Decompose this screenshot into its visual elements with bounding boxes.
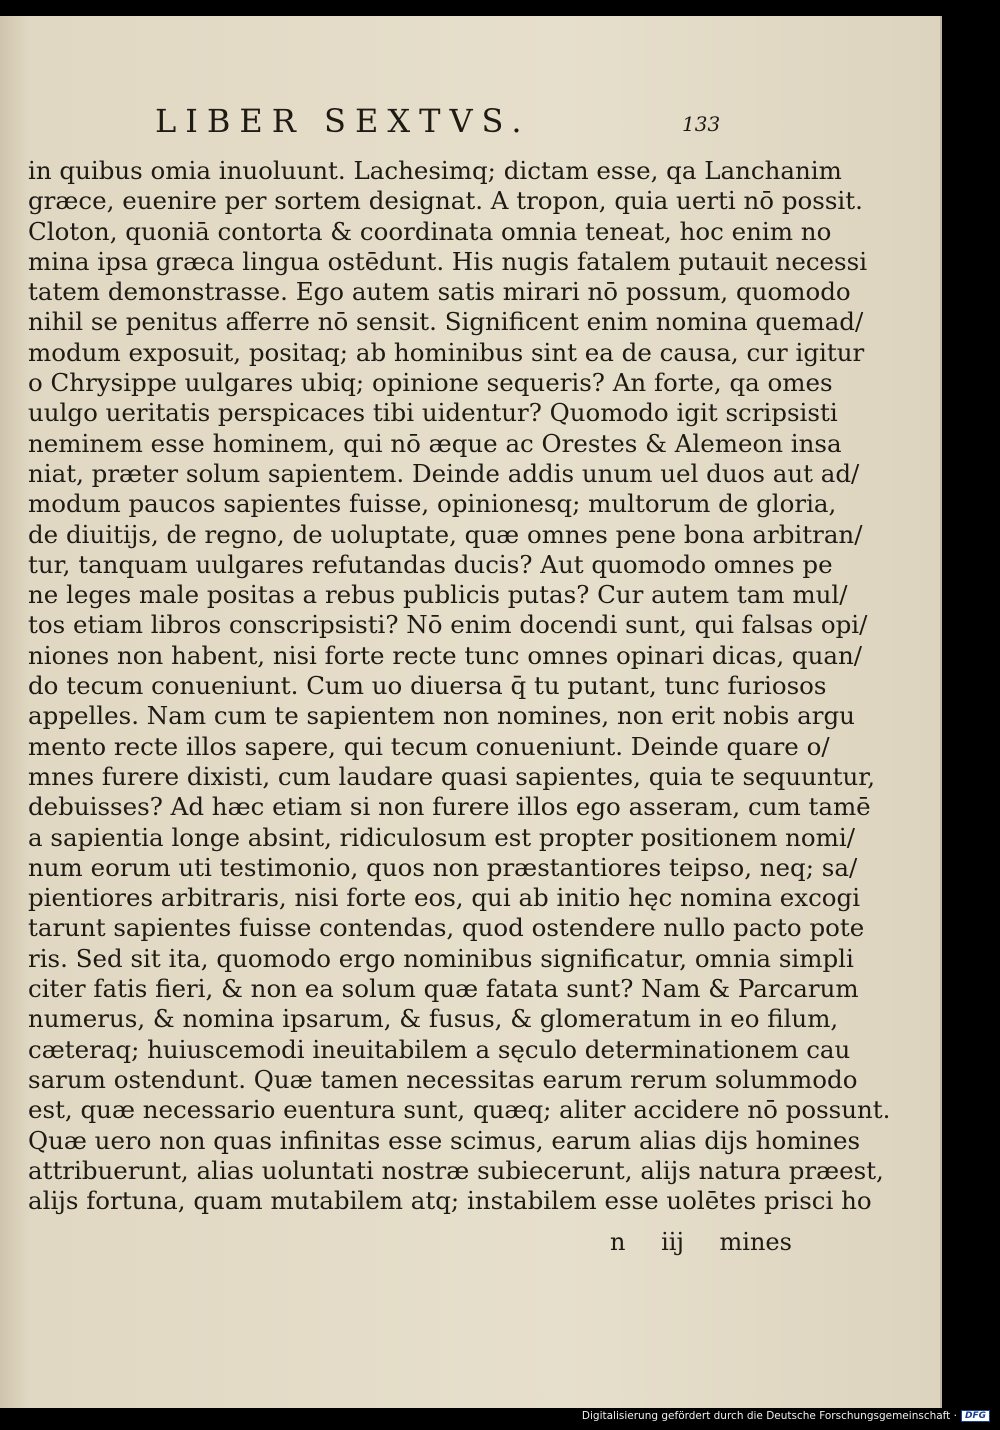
text-line: græce, euenire per sortem designat. A tropon, quia uerti nō possit. (28, 186, 863, 216)
text-line: Quæ uero non quas infinitas esse scimus, earum alias dijs homines (28, 1125, 861, 1155)
text-line: a sapientia longe absint, ridiculosum est propter positionem nomi/ (28, 822, 856, 852)
text-line: uulgo ueritatis perspicaces tibi uidentur? Quomodo igit scripsisti (28, 398, 838, 428)
signature-catchword: n iij mines (610, 1228, 792, 1256)
text-line: modum paucos sapientes fuisse, opinionesq; multorum de gloria, (28, 489, 837, 519)
text-line: nihil se penitus afferre nō sensit. Significent enim nomina quemad/ (28, 307, 864, 337)
book-page (0, 16, 942, 1408)
text-line: pientiores arbitraris, nisi forte eos, qui ab initio hęc nomina excogi (28, 883, 861, 913)
text-line: debuisses? Ad hæc etiam si non furere illos ego asseram, cum tamē (28, 792, 871, 822)
text-line: cæteraq; huiuscemodi ineuitabilem a sęculo determinationem cau (28, 1034, 851, 1064)
text-line: ris. Sed sit ita, quomodo ergo nominibus significatur, omnia simpli (28, 943, 854, 973)
text-line: mnes furere dixisti, cum laudare quasi sapientes, quia te sequuntur, (28, 761, 876, 791)
text-line: tur, tanquam uulgares refutandas ducis? Aut quomodo omnes pe (28, 549, 833, 579)
body-text (28, 156, 891, 1216)
text-line: niones non habent, nisi forte recte tunc omnes opinari dicas, quan/ (28, 640, 863, 670)
page-number: 133 (682, 112, 721, 136)
text-line: tos etiam libros conscripsisti? Nō enim docendi sunt, qui falsas opi/ (28, 610, 868, 640)
text-line: citer fatis fieri, & non ea solum quæ fatata sunt? Nam & Parcarum (28, 974, 859, 1004)
credit-text: Digitalisierung gefördert durch die Deutsche Forschungsgemeinschaft · (581, 1410, 957, 1422)
text-line: modum exposuit, positaq; ab hominibus sint ea de causa, cur igitur (28, 337, 865, 367)
text-line: ne leges male positas a rebus publicis putas? Cur autem tam mul/ (28, 580, 848, 610)
text-line: niat, præter solum sapientem. Deinde addis unum uel duos aut ad/ (28, 458, 860, 488)
text-line: Cloton, quoniā contorta & coordinata omnia teneat, hoc enim no (28, 216, 832, 246)
digitization-credit (582, 1410, 990, 1422)
text-line: numerus, & nomina ipsarum, & fusus, & glomeratum in eo filum, (28, 1004, 839, 1034)
text-line: est, quæ necessario euentura sunt, quæq; aliter accidere nō possunt. (28, 1095, 891, 1125)
text-line: neminem esse hominem, qui nō æque ac Orestes & Alemeon insa (28, 428, 842, 458)
text-line: alijs fortuna, quam mutabilem atq; instabilem esse uolētes prisci ho (28, 1186, 872, 1216)
text-line: appelles. Nam cum te sapientem non nomines, non erit nobis argu (28, 701, 855, 731)
text-line: o Chrysippe uulgares ubiq; opinione sequeris? An forte, qa omes (28, 368, 833, 398)
text-line: de diuitijs, de regno, de uoluptate, quæ omnes pene bona arbitran/ (28, 519, 863, 549)
text-line: tarunt sapientes fuisse contendas, quod ostendere nullo pacto pote (28, 913, 865, 943)
dfg-logo-icon: DFG (961, 1410, 990, 1422)
text-line: tatem demonstrasse. Ego autem satis mirari nō possum, quomodo (28, 277, 851, 307)
running-title: LIBER SEXTVS. (155, 102, 531, 140)
text-line: mento recte illos sapere, qui tecum conueniunt. Deinde quare o/ (28, 731, 830, 761)
text-line: do tecum conueniunt. Cum uo diuersa q̄ tu putant, tunc furiosos (28, 671, 827, 701)
text-line: attribuerunt, alias uoluntati nostræ subiecerunt, alijs natura præest, (28, 1155, 884, 1185)
text-line: num eorum uti testimonio, quos non præstantiores teipso, neq; sa/ (28, 852, 858, 882)
text-line: mina ipsa græca lingua ostēdunt. His nugis fatalem putauit necessi (28, 246, 868, 276)
text-line: sarum ostendunt. Quæ tamen necessitas earum rerum solummodo (28, 1064, 858, 1094)
text-line: in quibus omia inuoluunt. Lachesimq; dictam esse, qa Lanchanim (28, 156, 842, 185)
